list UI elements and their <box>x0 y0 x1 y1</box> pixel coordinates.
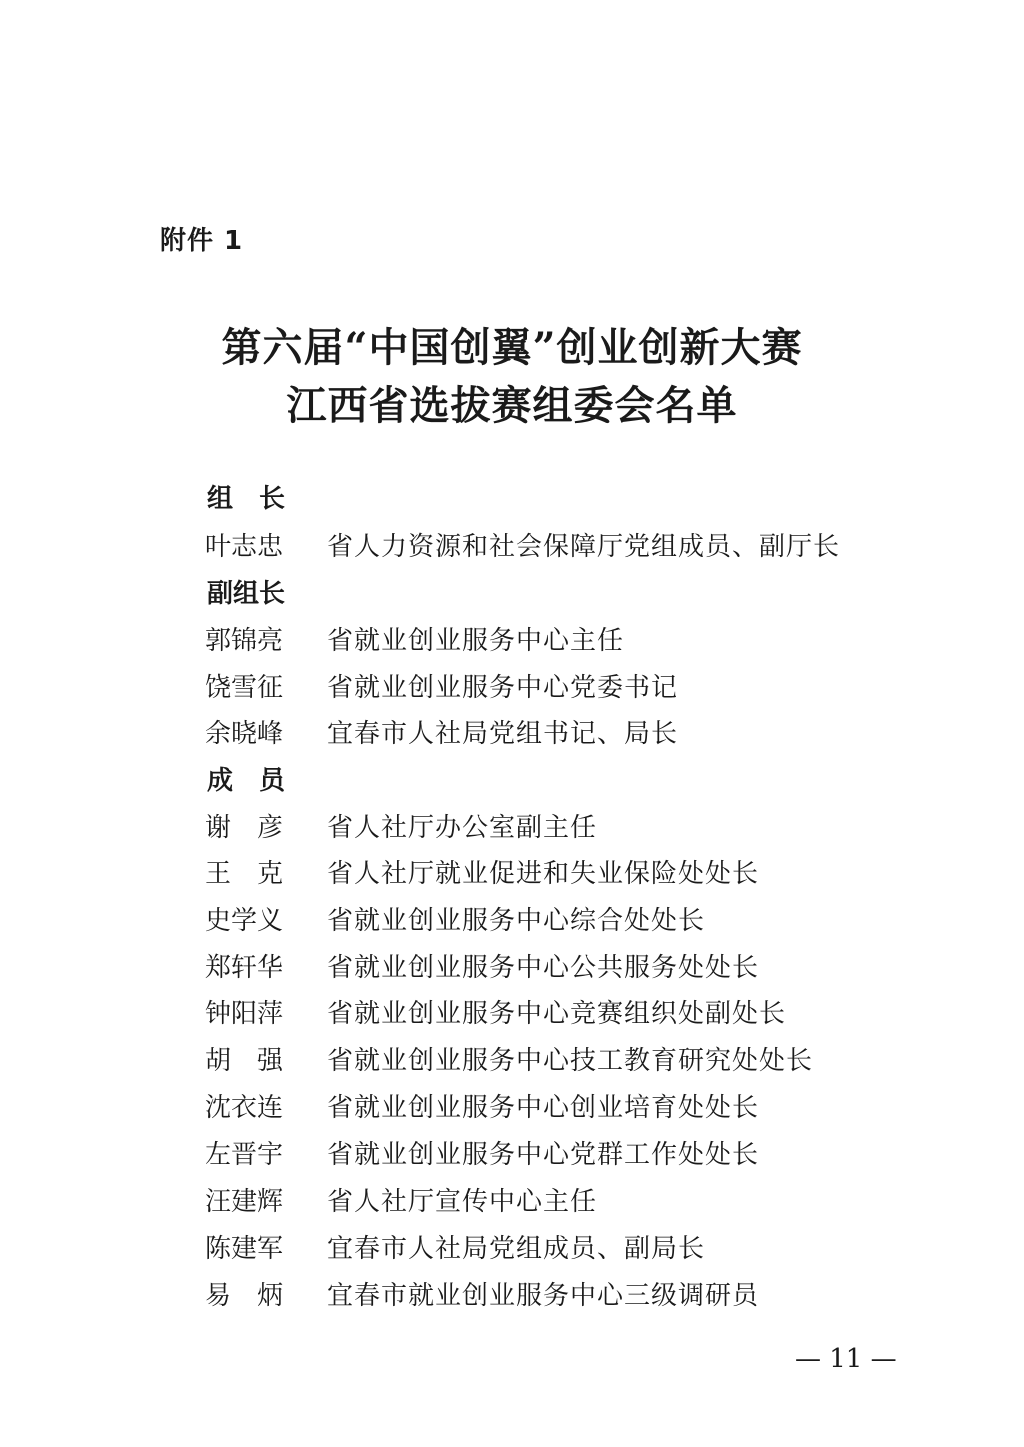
member-name: 饶雪征 <box>205 673 284 703</box>
member-name: 钟阳萍 <box>205 999 284 1029</box>
document-title-line2: 江西省选拔赛组委会名单 <box>286 382 738 429</box>
member-name: 沈衣连 <box>205 1093 284 1123</box>
member-role: 省就业创业服务中心党群工作处处长 <box>327 1140 760 1170</box>
member-role: 省就业创业服务中心综合处处长 <box>327 906 706 936</box>
member-name: 左晋宇 <box>205 1140 284 1170</box>
list-item <box>205 1181 598 1221</box>
member-name: 汪建辉 <box>205 1187 284 1217</box>
list-item <box>205 1040 814 1080</box>
list-item <box>205 993 787 1033</box>
list-item <box>205 526 841 566</box>
member-role: 省人社厅就业促进和失业保险处处长 <box>327 859 760 889</box>
member-name: 叶志忠 <box>205 532 284 562</box>
member-role: 省就业创业服务中心技工教育研究处处长 <box>327 1046 814 1076</box>
member-role: 省就业创业服务中心主任 <box>327 626 625 656</box>
member-role: 宜春市人社局党组成员、副局长 <box>327 1234 706 1264</box>
document-title-line1: 第六届“中国创翼”创业创新大赛 <box>221 324 803 371</box>
attachment-label: 附件 1 <box>160 226 244 256</box>
list-item <box>205 620 625 660</box>
list-item <box>205 1087 760 1127</box>
member-name: 陈建军 <box>205 1234 284 1264</box>
list-item <box>205 853 760 893</box>
member-name: 余晓峰 <box>205 719 284 749</box>
member-role: 省就业创业服务中心竞赛组织处副处长 <box>327 999 787 1029</box>
list-item <box>205 713 679 753</box>
list-item <box>205 667 679 707</box>
section-heading-members: 成 员 <box>207 766 286 796</box>
member-role: 省人社厅宣传中心主任 <box>327 1187 598 1217</box>
list-item <box>205 900 706 940</box>
member-role: 省就业创业服务中心创业培育处处长 <box>327 1093 760 1123</box>
list-item <box>205 1275 760 1315</box>
member-role: 省人社厅办公室副主任 <box>327 813 598 843</box>
member-role: 宜春市人社局党组书记、局长 <box>327 719 679 749</box>
list-item <box>205 807 598 847</box>
member-role: 省就业创业服务中心党委书记 <box>327 673 679 703</box>
member-role: 省就业创业服务中心公共服务处处长 <box>327 953 760 983</box>
page-number: — 11 — <box>795 1344 897 1374</box>
list-item <box>205 1228 706 1268</box>
list-item <box>205 1134 760 1174</box>
member-name: 胡 强 <box>205 1046 284 1076</box>
member-name: 郑轩华 <box>205 953 284 983</box>
member-name: 史学义 <box>205 906 284 936</box>
member-name: 易 炳 <box>205 1281 284 1311</box>
member-role: 宜春市就业创业服务中心三级调研员 <box>327 1281 760 1311</box>
member-name: 郭锦亮 <box>205 626 284 656</box>
member-role: 省人力资源和社会保障厅党组成员、副厅长 <box>327 532 841 562</box>
member-name: 谢 彦 <box>205 813 284 843</box>
list-item <box>205 947 760 987</box>
section-heading-leader: 组 长 <box>207 484 286 514</box>
section-heading-vice-leader: 副组长 <box>207 579 286 609</box>
member-name: 王 克 <box>205 859 284 889</box>
